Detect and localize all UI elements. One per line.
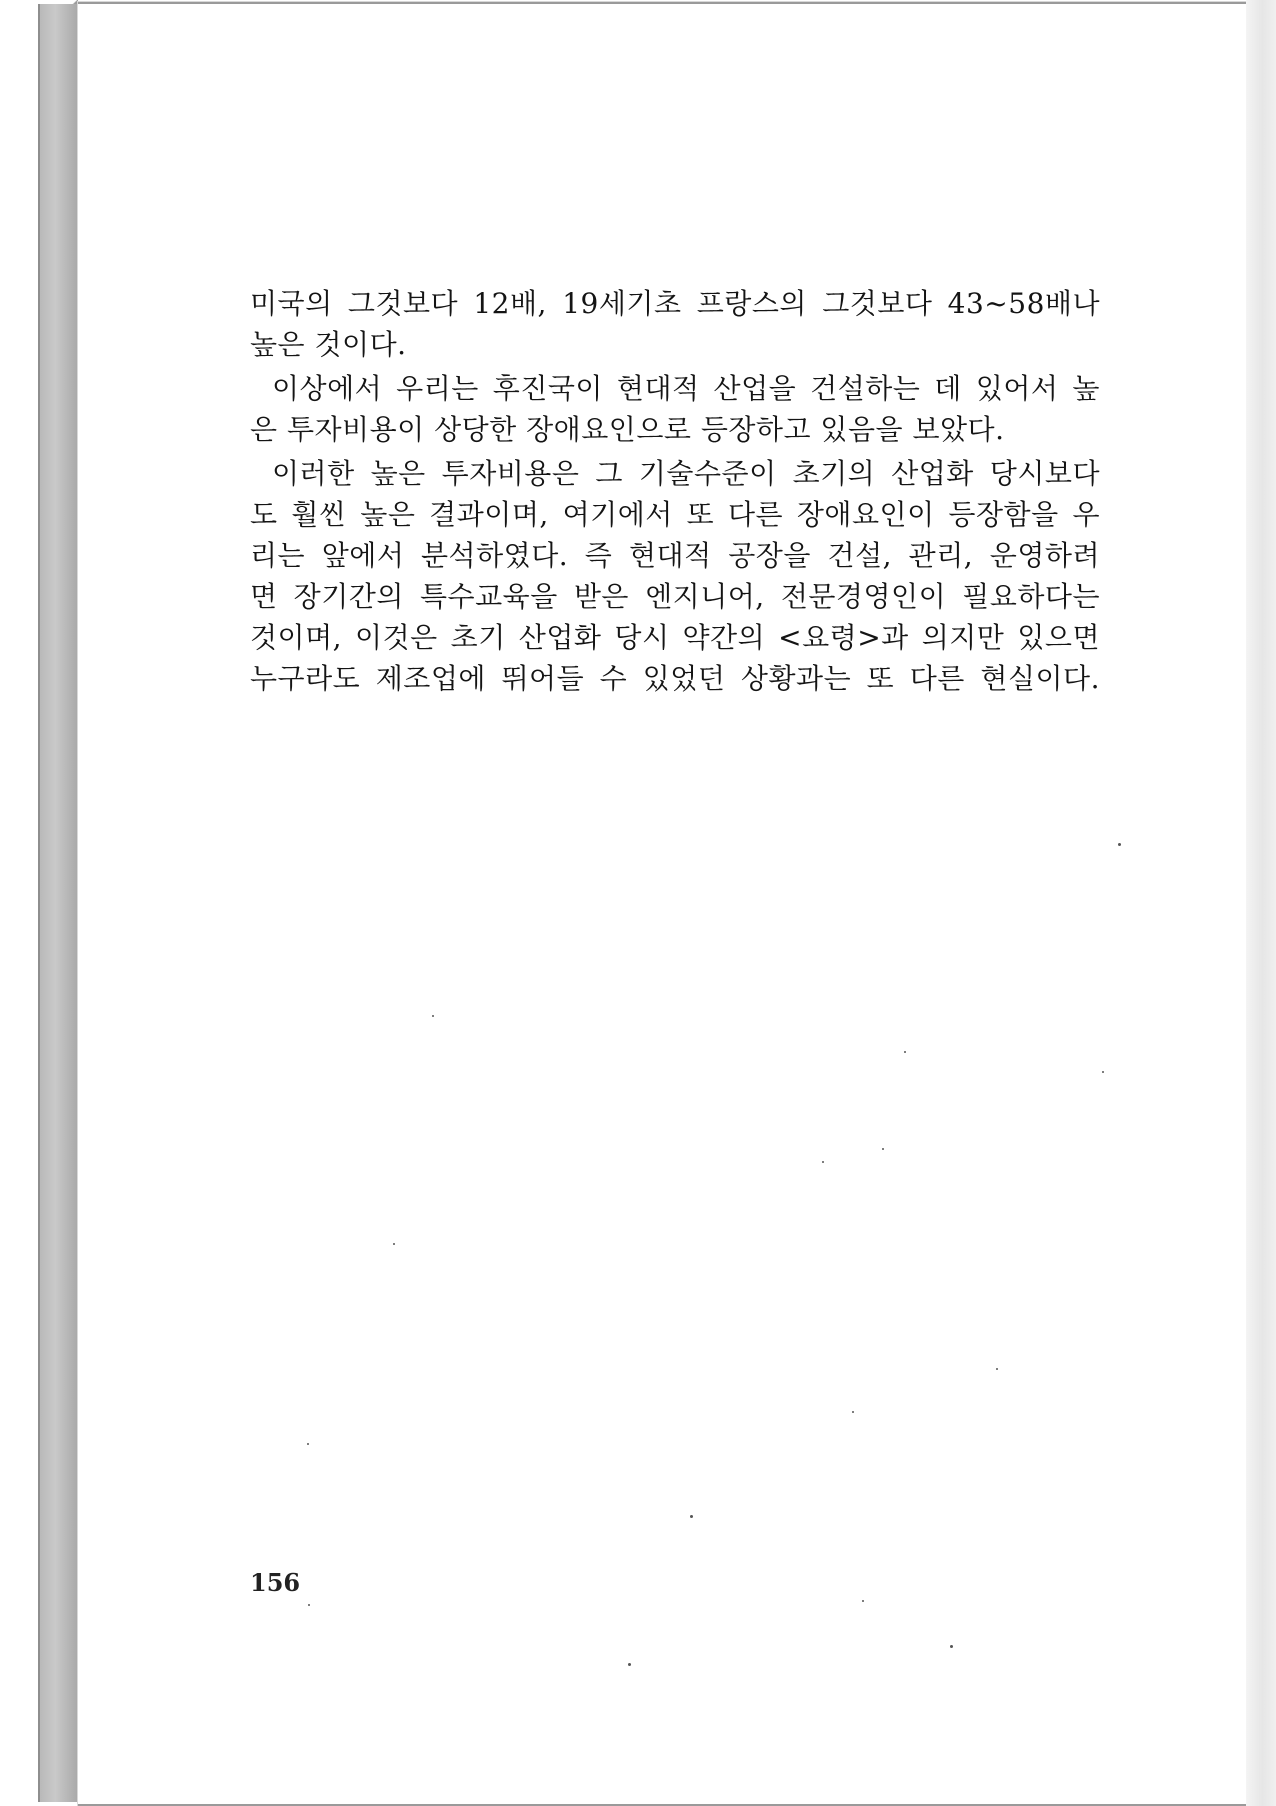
text-line: 이러한 높은 투자비용은 그 기술수준이 초기의 산업화 당시보다 (272, 457, 1100, 490)
text-line: 누구라도 제조업에 뛰어들 수 있었던 상황과는 또 다른 현실이다. (250, 662, 1100, 695)
text-line: 높은 것이다. (250, 328, 407, 361)
text-line: 도 훨씬 높은 결과이며, 여기에서 또 다른 장애요인이 등장함을 우 (250, 498, 1100, 531)
book-spine-edge (38, 4, 80, 1802)
scan-speck (307, 1443, 309, 1445)
book-page (78, 2, 1250, 1806)
scan-speck (690, 1515, 693, 1518)
scan-speck (904, 1051, 906, 1053)
scan-speck (1102, 1071, 1104, 1073)
text-line: 리는 앞에서 분석하였다. 즉 현대적 공장을 건설, 관리, 운영하려 (250, 539, 1100, 572)
scan-speck (628, 1663, 631, 1666)
text-line: 이상에서 우리는 후진국이 현대적 산업을 건설하는 데 있어서 높 (272, 372, 1100, 405)
text-line: 은 투자비용이 상당한 장애요인으로 등장하고 있음을 보았다. (250, 413, 1005, 446)
scan-speck (882, 1148, 884, 1150)
scan-speck (308, 1604, 310, 1606)
text-line: 것이며, 이것은 초기 산업화 당시 약간의 <요령>과 의지만 있으면 (250, 621, 1100, 654)
scan-speck (852, 1411, 854, 1413)
scan-speck (822, 1161, 824, 1163)
scan-speck (996, 1368, 998, 1370)
scan-speck (432, 1015, 434, 1017)
page-right-shadow (1246, 0, 1276, 1806)
text-line: 면 장기간의 특수교육을 받은 엔지니어, 전문경영인이 필요하다는 (250, 580, 1100, 613)
scan-speck (393, 1243, 395, 1245)
body-text (250, 283, 1100, 699)
page-number: 156 (250, 1568, 301, 1597)
scan-speck (1118, 843, 1121, 846)
scan-speck (950, 1645, 953, 1648)
text-line: 미국의 그것보다 12배, 19세기초 프랑스의 그것보다 43~58배나 (250, 287, 1100, 320)
scan-speck (862, 1600, 864, 1602)
